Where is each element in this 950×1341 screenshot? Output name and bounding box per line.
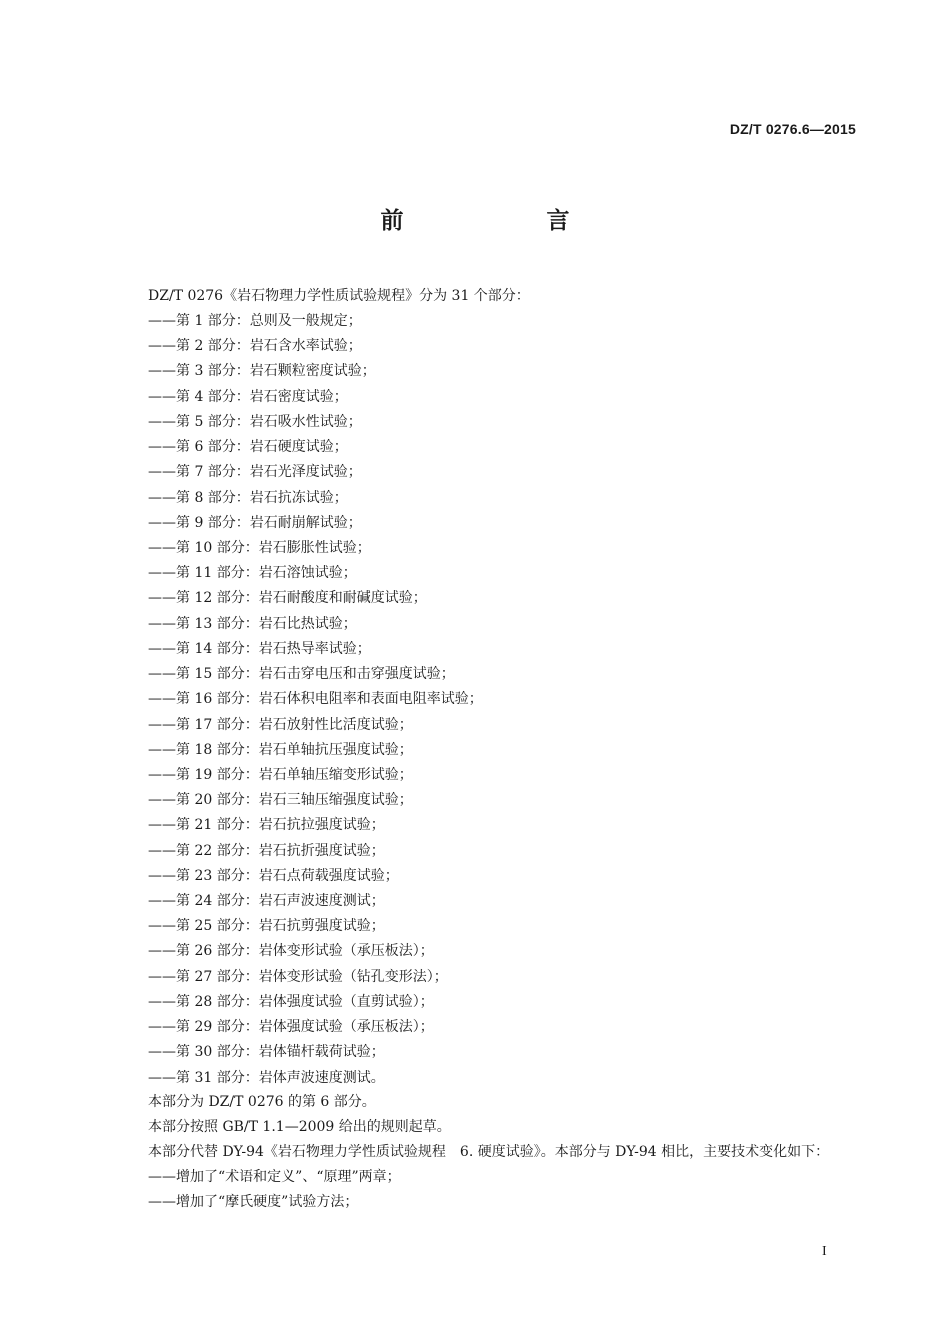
drafting-rule-paragraph: 本部分按照 GB/T 1.1—2009 给出的规则起草。 — [148, 1119, 451, 1135]
part-item-1: ——第 1 部分：总则及一般规定； — [148, 313, 362, 329]
part-item-24: ——第 24 部分：岩石声波速度测试； — [148, 893, 385, 910]
part-item-17: ——第 17 部分：岩石放射性比活度试验； — [148, 716, 413, 733]
part-item-12: ——第 12 部分：岩石耐酸度和耐碱度试验； — [148, 590, 427, 607]
part-item-3: ——第 3 部分：岩石颗粒密度试验； — [148, 363, 376, 380]
part-item-11: ——第 11 部分：岩石溶蚀试验； — [148, 565, 357, 582]
part-item-30: ——第 30 部分：岩体锚杆载荷试验； — [148, 1044, 385, 1061]
part-item-13: ——第 13 部分：岩石比热试验； — [148, 615, 357, 632]
replacement-paragraph: 本部分代替 DY-94《岩石物理力学性质试验规程 6. 硬度试验》。本部分与 DY-94 相比，主要技术变化如下： — [148, 1144, 830, 1160]
part-item-29: ——第 29 部分：岩体强度试验（承压板法）； — [148, 1019, 434, 1036]
standard-code: DZ/T 0276.6—2015 — [729, 121, 856, 137]
part-item-5: ——第 5 部分：岩石吸水性试验； — [148, 413, 362, 430]
part-item-22: ——第 22 部分：岩石抗折强度试验； — [148, 842, 385, 859]
part-item-21: ——第 21 部分：岩石抗拉强度试验； — [148, 817, 385, 834]
part-item-28: ——第 28 部分：岩体强度试验（直剪试验）； — [148, 993, 434, 1010]
change-item-2: ——增加了“摩氏硬度”试验方法； — [148, 1194, 359, 1210]
intro-paragraph: DZ/T 0276《岩石物理力学性质试验规程》分为 31 个部分： — [148, 288, 530, 304]
part-item-26: ——第 26 部分：岩体变形试验（承压板法）； — [148, 943, 434, 960]
part-item-18: ——第 18 部分：岩石单轴抗压强度试验； — [148, 741, 413, 758]
page-number: I — [822, 1244, 827, 1259]
part-item-19: ——第 19 部分：岩石单轴压缩变形试验； — [148, 766, 413, 783]
part-item-27: ——第 27 部分：岩体变形试验（钻孔变形法）； — [148, 968, 448, 985]
part-item-31: ——第 31 部分：岩体声波速度测试。 — [148, 1069, 385, 1086]
change-item-1: ——增加了“术语和定义”、“原理”两章； — [148, 1169, 401, 1185]
part-item-23: ——第 23 部分：岩石点荷载强度试验； — [148, 867, 399, 884]
part-item-16: ——第 16 部分：岩石体积电阻率和表面电阻率试验； — [148, 691, 483, 708]
part-item-14: ——第 14 部分：岩石热导率试验； — [148, 640, 371, 657]
parts-list — [148, 309, 483, 1091]
part-statement-paragraph: 本部分为 DZ/T 0276 的第 6 部分。 — [148, 1094, 376, 1110]
part-item-7: ——第 7 部分：岩石光泽度试验； — [148, 464, 362, 481]
part-item-8: ——第 8 部分：岩石抗冻试验； — [148, 489, 348, 506]
part-item-15: ——第 15 部分：岩石击穿电压和击穿强度试验； — [148, 666, 455, 683]
closing-section — [116, 1090, 861, 1215]
part-item-4: ——第 4 部分：岩石密度试验； — [148, 388, 348, 405]
page-title: 前 言 — [380, 208, 630, 234]
part-item-6: ——第 6 部分：岩石硬度试验； — [148, 439, 348, 456]
part-item-20: ——第 20 部分：岩石三轴压缩强度试验； — [148, 792, 413, 809]
part-item-9: ——第 9 部分：岩石耐崩解试验； — [148, 514, 362, 531]
part-item-25: ——第 25 部分：岩石抗剪强度试验； — [148, 918, 385, 935]
part-item-10: ——第 10 部分：岩石膨胀性试验； — [148, 539, 371, 556]
part-item-2: ——第 2 部分：岩石含水率试验； — [148, 338, 362, 355]
